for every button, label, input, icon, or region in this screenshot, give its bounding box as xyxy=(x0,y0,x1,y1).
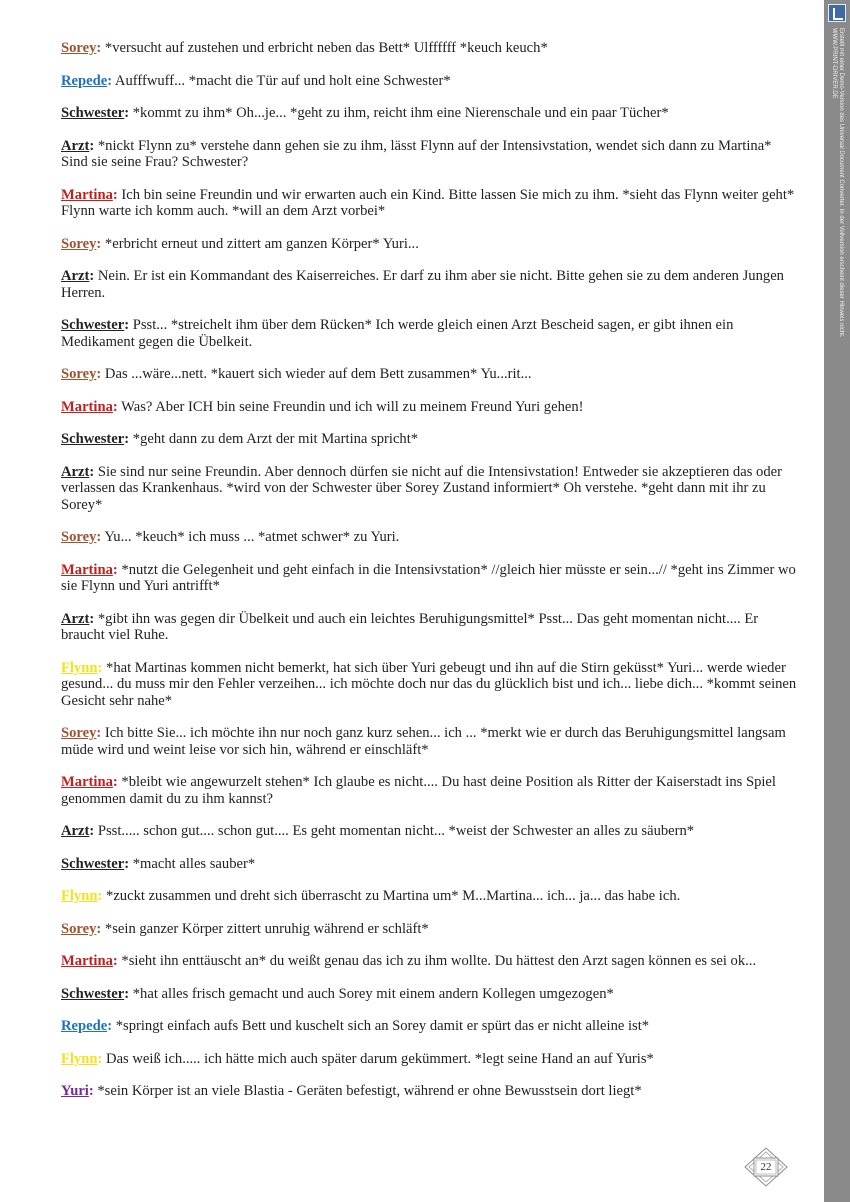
dialogue-entry xyxy=(61,138,801,171)
dialogue-text: Was? Aber ICH bin seine Freundin und ich will zu meinem Freund Yuri gehen! xyxy=(117,398,584,415)
dialogue-text: *gibt ihn was gegen dir Übelkeit und auch ein leichtes Beruhigungsmittel* Psst... Das geht momentan nicht.... Er braucht viel Ruhe. xyxy=(61,610,759,643)
dialogue-text: *nickt Flynn zu* verstehe dann gehen sie zu ihm, lässt Flynn auf der Intensivstation, wendet sich dann zu Martina* Sind sie seine Frau? Schwester? xyxy=(61,137,772,170)
speaker-name: Sorey xyxy=(61,725,97,741)
dialogue-body xyxy=(61,40,801,1116)
dialogue-text: *macht alles sauber* xyxy=(129,855,256,872)
speaker-name: Sorey xyxy=(61,40,97,56)
dialogue-text: *geht dann zu dem Arzt der mit Martina spricht* xyxy=(129,431,419,447)
speaker-name: Martina xyxy=(61,561,113,578)
dialogue-entry xyxy=(61,317,801,350)
speaker-colon: : xyxy=(124,105,130,121)
dialogue-entry xyxy=(61,953,801,970)
speaker-colon: : xyxy=(97,1050,103,1067)
speaker-colon: : xyxy=(89,610,95,627)
dialogue-text: Ich bin seine Freundin und wir erwarten auch ein Kind. Bitte lassen Sie mich zu ihm. *sieht das Flynn weiter geht* Flynn warte ich komm auch. *will an dem Arzt vorbei* xyxy=(61,186,795,219)
dialogue-entry xyxy=(61,1018,801,1035)
speaker-colon: : xyxy=(89,268,95,284)
dialogue-text: Das ...wäre...nett. *kauert sich wieder auf dem Bett zusammen* Yu...rit... xyxy=(101,366,532,382)
dialogue-text: Sie sind nur seine Freundin. Aber dennoch dürfen sie nicht auf die Intensivstation! Entweder sie akzeptieren das oder verlassen das Krankenhaus. *wird von der Schwester über Sorey Zustand informiert* Oh verstehe. *geht dann mit ihr zu Sorey* xyxy=(61,463,782,513)
speaker-colon: : xyxy=(107,1018,113,1034)
dialogue-entry xyxy=(61,774,801,807)
speaker-name: Flynn xyxy=(61,1050,98,1067)
speaker-name: Martina xyxy=(61,186,113,203)
dialogue-text: *zuckt zusammen und dreht sich überrascht zu Martina um* M...Martina... ich... ja... das habe ich. xyxy=(102,888,681,904)
dialogue-text: Das weiß ich..... ich hätte mich auch später darum gekümmert. *legt seine Hand an auf Yuris* xyxy=(102,1050,654,1067)
dialogue-text: *kommt zu ihm* Oh...je... *geht zu ihm, reicht ihm eine Nierenschale und ein paar Tücher* xyxy=(129,105,669,121)
speaker-name: Repede xyxy=(61,1018,108,1034)
speaker-name: Schwester xyxy=(61,431,125,447)
page-number: 22 xyxy=(760,1161,772,1173)
dialogue-entry xyxy=(61,105,801,122)
dialogue-entry xyxy=(61,187,801,220)
dialogue-entry xyxy=(61,268,801,301)
dialogue-entry xyxy=(61,611,801,644)
speaker-name: Flynn xyxy=(61,659,98,676)
speaker-name: Schwester xyxy=(61,317,125,333)
dialogue-text: *bleibt wie angewurzelt stehen* Ich glaube es nicht.... Du hast deine Position als Ritter der Kaiserstadt ins Spiel genommen damit du zu ihm kannst? xyxy=(61,774,776,807)
speaker-colon: : xyxy=(96,40,102,56)
speaker-name: Arzt xyxy=(61,463,90,480)
watermark-text xyxy=(830,28,844,337)
speaker-colon: : xyxy=(89,823,95,839)
dialogue-entry xyxy=(61,366,801,383)
speaker-colon: : xyxy=(124,855,130,872)
speaker-name: Arzt xyxy=(61,610,90,627)
dialogue-entry xyxy=(61,529,801,546)
dialogue-text: *erbricht erneut und zittert am ganzen Körper* Yuri... xyxy=(101,235,419,252)
speaker-name: Sorey xyxy=(61,529,97,545)
speaker-colon: : xyxy=(88,1083,94,1099)
page-number-badge xyxy=(744,1147,788,1187)
dialogue-text: *sein ganzer Körper zittert unruhig während er schläft* xyxy=(101,920,429,937)
dialogue-entry xyxy=(61,464,801,514)
dialogue-text: *hat Martinas kommen nicht bemerkt, hat sich über Yuri gebeugt und ihn auf die Stirn geküsst* Yuri... werde wieder gesund... du muss mir den Fehler verzeihen... ich möchte doch nur das du glücklich bist und ich... liebe dich... *kommt seinen Gesicht sehr nahe* xyxy=(61,659,797,709)
speaker-colon: : xyxy=(107,72,113,89)
watermark-line-2: WWW.PRINT-DRIVER.DE xyxy=(831,28,837,99)
dialogue-text: Ich bitte Sie... ich möchte ihn nur noch ganz kurz sehen... ich ... *merkt wie er durch das Beruhigungsmittel langsam müde wird und weint leise vor sich hin, während er einschläft* xyxy=(61,725,786,758)
watermark-sidebar xyxy=(824,0,850,1202)
dialogue-entry xyxy=(61,40,801,57)
dialogue-entry xyxy=(61,660,801,710)
dialogue-text: Yu... *keuch* ich muss ... *atmet schwer* zu Yuri. xyxy=(101,529,400,545)
speaker-name: Flynn xyxy=(61,888,98,904)
speaker-name: Sorey xyxy=(61,366,97,382)
speaker-name: Schwester xyxy=(61,985,125,1002)
speaker-colon: : xyxy=(112,953,118,969)
dialogue-text: Psst..... schon gut.... schon gut.... Es geht momentan nicht... *weist der Schwester an alles zu säubern* xyxy=(94,823,695,839)
dialogue-text: Nein. Er ist ein Kommandant des Kaiserreiches. Er darf zu ihm aber sie nicht. Bitte gehen sie zu dem anderen Jungen Herren. xyxy=(61,268,784,301)
dialogue-text: *sieht ihn enttäuscht an* du weißt genau das ich zu ihm wollte. Du hättest den Arzt sagen können es sei ok... xyxy=(117,953,757,969)
watermark-line-1: Erstellt mit einer Demo-Version des Universal Document Converter. In der Vollversion erscheint dieser Hinweis nicht. xyxy=(838,28,844,338)
dialogue-entry xyxy=(61,236,801,253)
speaker-colon: : xyxy=(96,366,102,382)
dialogue-entry xyxy=(61,73,801,90)
dialogue-text: Psst... *streichelt ihm über dem Rücken* Ich werde gleich einen Arzt Bescheid sagen, er gibt ihnen ein Medikament gegen die Übelkeit. xyxy=(61,317,734,350)
dialogue-entry xyxy=(61,1051,801,1068)
speaker-name: Martina xyxy=(61,774,113,790)
speaker-name: Martina xyxy=(61,953,113,969)
dialogue-entry xyxy=(61,856,801,873)
speaker-name: Arzt xyxy=(61,823,90,839)
speaker-colon: : xyxy=(96,725,102,741)
dialogue-entry xyxy=(61,823,801,840)
speaker-colon: : xyxy=(96,920,102,937)
speaker-colon: : xyxy=(112,774,118,790)
speaker-colon: : xyxy=(96,529,102,545)
speaker-colon: : xyxy=(96,235,102,252)
speaker-colon: : xyxy=(97,888,103,904)
dialogue-entry xyxy=(61,1083,801,1100)
speaker-colon: : xyxy=(112,561,118,578)
dialogue-text: *versucht auf zustehen und erbricht neben das Bett* Ulffffff *keuch keuch* xyxy=(101,40,548,56)
dialogue-entry xyxy=(61,431,801,448)
speaker-name: Sorey xyxy=(61,920,97,937)
speaker-colon: : xyxy=(124,317,130,333)
dialogue-text: Aufffwuff... *macht die Tür auf und holt eine Schwester* xyxy=(112,72,451,89)
dialogue-entry xyxy=(61,399,801,416)
dialogue-text: *springt einfach aufs Bett und kuschelt sich an Sorey damit er spürt das er nicht alleine ist* xyxy=(112,1018,650,1034)
dialogue-entry xyxy=(61,562,801,595)
dialogue-entry xyxy=(61,921,801,938)
speaker-name: Arzt xyxy=(61,137,90,154)
dialogue-entry xyxy=(61,888,801,905)
dialogue-text: *hat alles frisch gemacht und auch Sorey mit einem andern Kollegen umgezogen* xyxy=(129,985,614,1002)
dialogue-text: *nutzt die Gelegenheit und geht einfach in die Intensivstation* //gleich hier müsste er sein...// *geht ins Zimmer wo sie Flynn und Yuri antrifft* xyxy=(61,561,796,594)
speaker-colon: : xyxy=(112,398,118,415)
converter-logo-icon xyxy=(828,4,846,22)
speaker-colon: : xyxy=(124,985,130,1002)
dialogue-entry xyxy=(61,986,801,1003)
speaker-name: Schwester xyxy=(61,105,125,121)
speaker-name: Arzt xyxy=(61,268,90,284)
speaker-name: Martina xyxy=(61,398,113,415)
speaker-colon: : xyxy=(124,431,130,447)
speaker-colon: : xyxy=(97,659,103,676)
speaker-colon: : xyxy=(89,137,95,154)
dialogue-text: *sein Körper ist an viele Blastia - Geräten befestigt, während er ohne Bewusstsein dort liegt* xyxy=(93,1083,642,1099)
speaker-name: Yuri xyxy=(61,1083,89,1099)
dialogue-entry xyxy=(61,725,801,758)
speaker-colon: : xyxy=(89,463,95,480)
speaker-name: Schwester xyxy=(61,855,125,872)
speaker-colon: : xyxy=(112,186,118,203)
speaker-name: Sorey xyxy=(61,235,97,252)
speaker-name: Repede xyxy=(61,72,108,89)
